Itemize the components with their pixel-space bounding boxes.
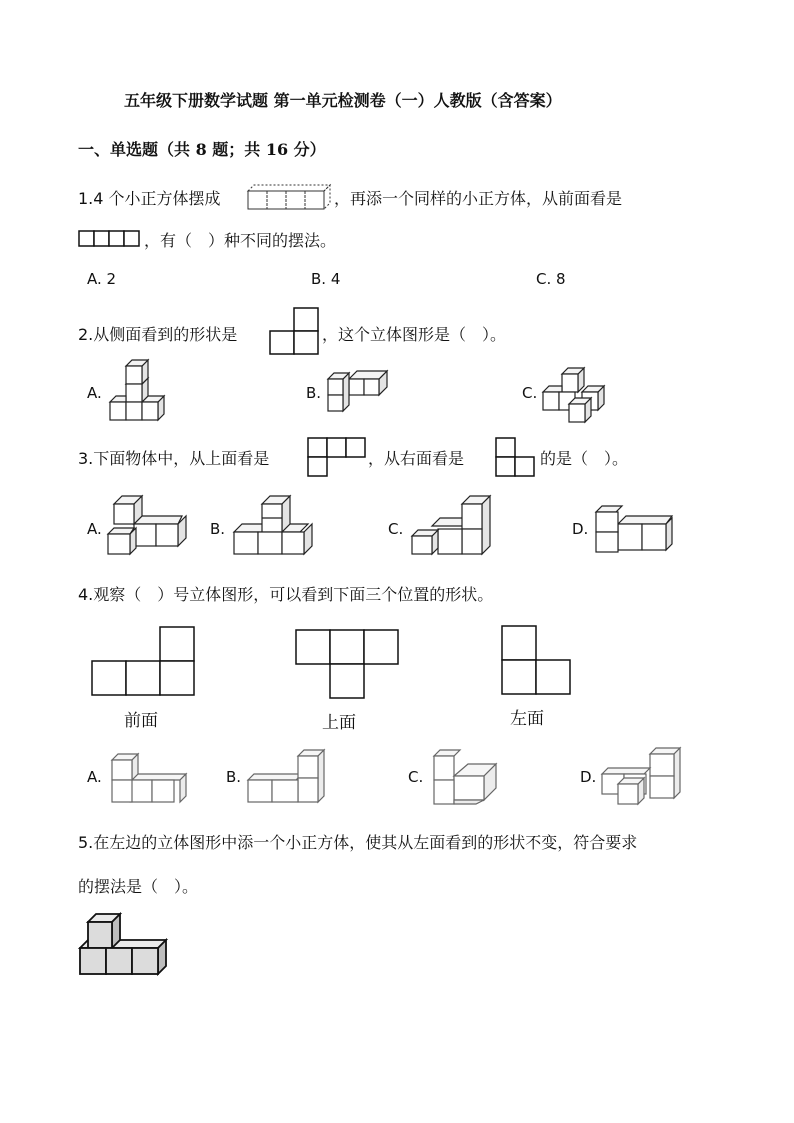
right-view-figure <box>494 436 536 478</box>
q3-option-a-figure[interactable] <box>106 496 190 558</box>
top-view-image <box>294 628 400 700</box>
question-3-text-a: 3.下面物体中，从上面看是 <box>78 449 270 468</box>
q2-option-a-figure[interactable] <box>107 362 173 424</box>
question-1-text-b: ，再添一个同样的小正方体，从前面看是 <box>334 189 623 208</box>
question-5-text-line2: 的摆法是（ ）。 <box>78 877 199 896</box>
q2-option-c-figure[interactable] <box>540 364 610 424</box>
q2-option-a-label[interactable]: A. <box>87 384 102 402</box>
q3-option-c-figure[interactable] <box>410 496 494 558</box>
q2-option-c-label[interactable]: C. <box>522 384 538 402</box>
question-3-text-c: 的是（ ）。 <box>540 449 629 468</box>
q1-option-a[interactable]: A. 2 <box>87 270 117 288</box>
q3-option-c-label[interactable]: C. <box>388 520 404 538</box>
question-2-text-a: 2.从侧面看到的形状是 <box>78 325 238 344</box>
q3-option-d-label[interactable]: D. <box>572 520 589 538</box>
q4-option-a-label[interactable]: A. <box>87 768 102 786</box>
question-3-text-b: ，从右面看是 <box>368 449 465 468</box>
q3-option-d-figure[interactable] <box>594 504 678 558</box>
question-1-text-a: 1.4 个小正方体摆成 <box>78 189 221 208</box>
page-title: 五年级下册数学试题 第一单元检测卷（一）人教版（含答案） <box>124 91 562 110</box>
q1-option-c[interactable]: C. 8 <box>536 270 566 288</box>
q4-option-d-figure[interactable] <box>600 744 684 808</box>
q3-option-a-label[interactable]: A. <box>87 520 102 538</box>
question-5-text-line1: 5.在左边的立体图形中添一个小正方体，使其从左面看到的形状不变，符合要求 <box>78 833 638 852</box>
left-view-label: 左面 <box>510 709 544 729</box>
question-1-text-c: ，有（ ）种不同的摆法。 <box>144 231 337 250</box>
top-view-figure <box>306 436 366 478</box>
top-view-label: 上面 <box>322 713 356 733</box>
q3-option-b-figure[interactable] <box>232 496 314 558</box>
q4-option-b-figure[interactable] <box>246 748 326 806</box>
q2-option-b-label[interactable]: B. <box>306 384 322 402</box>
side-view-figure <box>268 306 320 356</box>
front-view-label: 前面 <box>124 711 158 731</box>
question-2-text-b: ，这个立体图形是（ ）。 <box>322 325 507 344</box>
q4-option-a-figure[interactable] <box>110 752 190 806</box>
q1-option-b[interactable]: B. 4 <box>311 270 341 288</box>
question-4-text: 4.观察（ ）号立体图形，可以看到下面三个位置的形状。 <box>78 585 494 604</box>
front-view-four-squares <box>78 230 142 247</box>
q4-option-c-label[interactable]: C. <box>408 768 424 786</box>
q2-option-b-figure[interactable] <box>325 371 391 415</box>
q4-option-b-label[interactable]: B. <box>226 768 242 786</box>
q3-option-b-label[interactable]: B. <box>210 520 226 538</box>
section-heading: 一、单选题（共 8 题；共 16 分） <box>78 140 326 159</box>
left-view-image <box>500 624 572 696</box>
q4-option-c-figure[interactable] <box>432 748 500 808</box>
front-view-image <box>90 626 196 696</box>
four-cubes-row-figure <box>246 183 332 209</box>
q4-option-d-label[interactable]: D. <box>580 768 597 786</box>
q5-cube-figure <box>78 912 168 978</box>
